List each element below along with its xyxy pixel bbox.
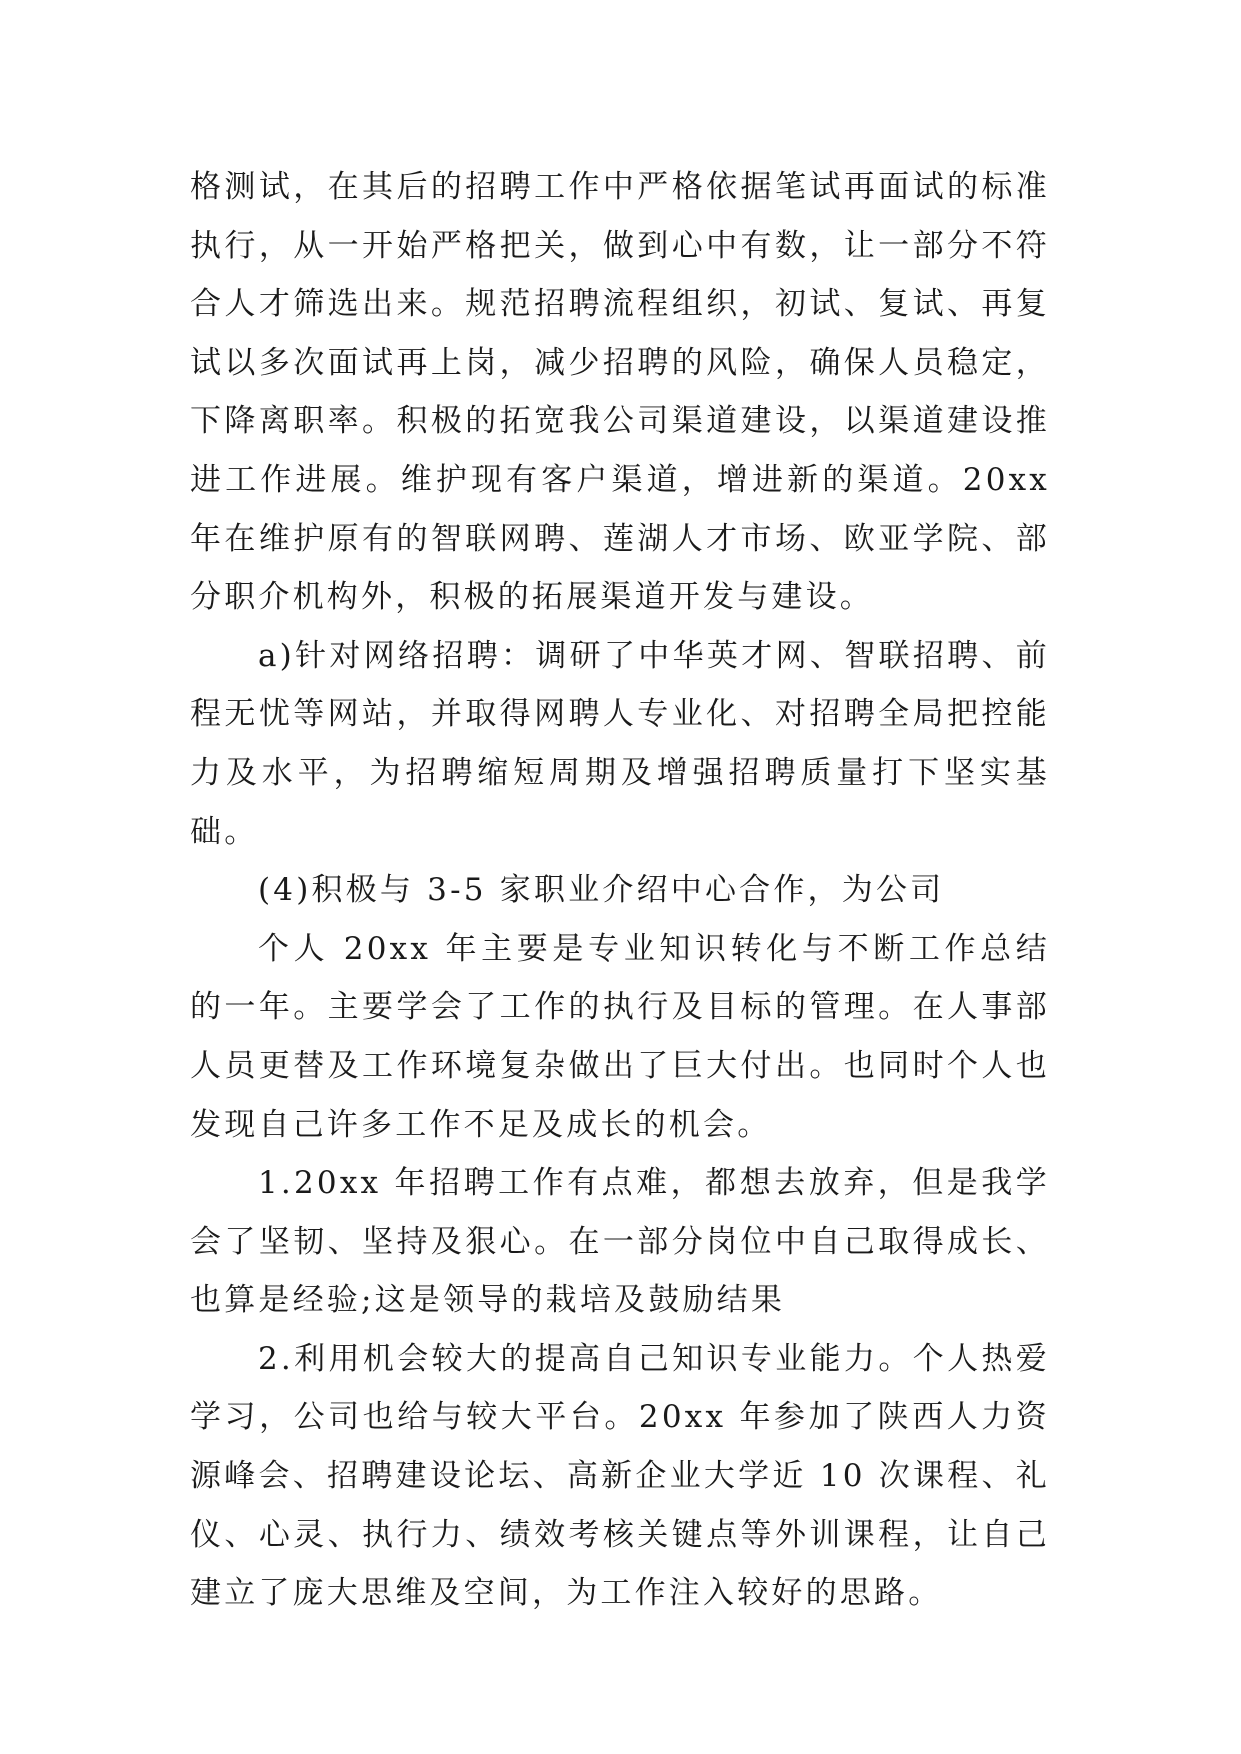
paragraph-agency-cooperation: (4)积极与 3-5 家职业介绍中心合作，为公司 — [258, 872, 945, 909]
document-body — [190, 158, 1050, 1623]
paragraph-continuation: 格测试，在其后的招聘工作中严格依据笔试再面试的标准执行，从一开始严格把关，做到心中有数，让一部分不符合人才筛选出来。规范招聘流程组织，初试、复试、再复试以多次面试再上岗，减少招聘的风险，确保人员稳定，下降离职率。积极的拓宽我公司渠道建设，以渠道建设推进工作进展。维护现有客户渠道，增进新的渠道。20xx 年在维护原有的智联网聘、莲湖人才市场、欧亚学院、部分职介机构外，积极的拓展渠道开发与建设。 — [190, 169, 1050, 616]
paragraph-personal-summary: 个人 20xx 年主要是专业知识转化与不断工作总结的一年。主要学会了工作的执行及目标的管理。在人事部人员更替及工作环境复杂做出了巨大付出。也同时个人也发现自己许多工作不足及成长的机会。 — [190, 930, 1050, 1143]
paragraph-network-recruiting: a)针对网络招聘：调研了中华英才网、智联招聘、前程无忧等网站，并取得网聘人专业化、对招聘全局把控能力及水平，为招聘缩短周期及增强招聘质量打下坚实基础。 — [190, 637, 1050, 850]
paragraph-point-1: 1.20xx 年招聘工作有点难，都想去放弃，但是我学会了坚韧、坚持及狠心。在一部分岗位中自己取得成长、也算是经验;这是领导的栽培及鼓励结果 — [190, 1165, 1050, 1319]
paragraph-point-2: 2.利用机会较大的提高自己知识专业能力。个人热爱学习，公司也给与较大平台。20xx 年参加了陕西人力资源峰会、招聘建设论坛、高新企业大学近 10 次课程、礼仪、心灵、执行力、绩效考核关键点等外训课程，让自己建立了庞大思维及空间，为工作注入较好的思路。 — [190, 1340, 1050, 1612]
